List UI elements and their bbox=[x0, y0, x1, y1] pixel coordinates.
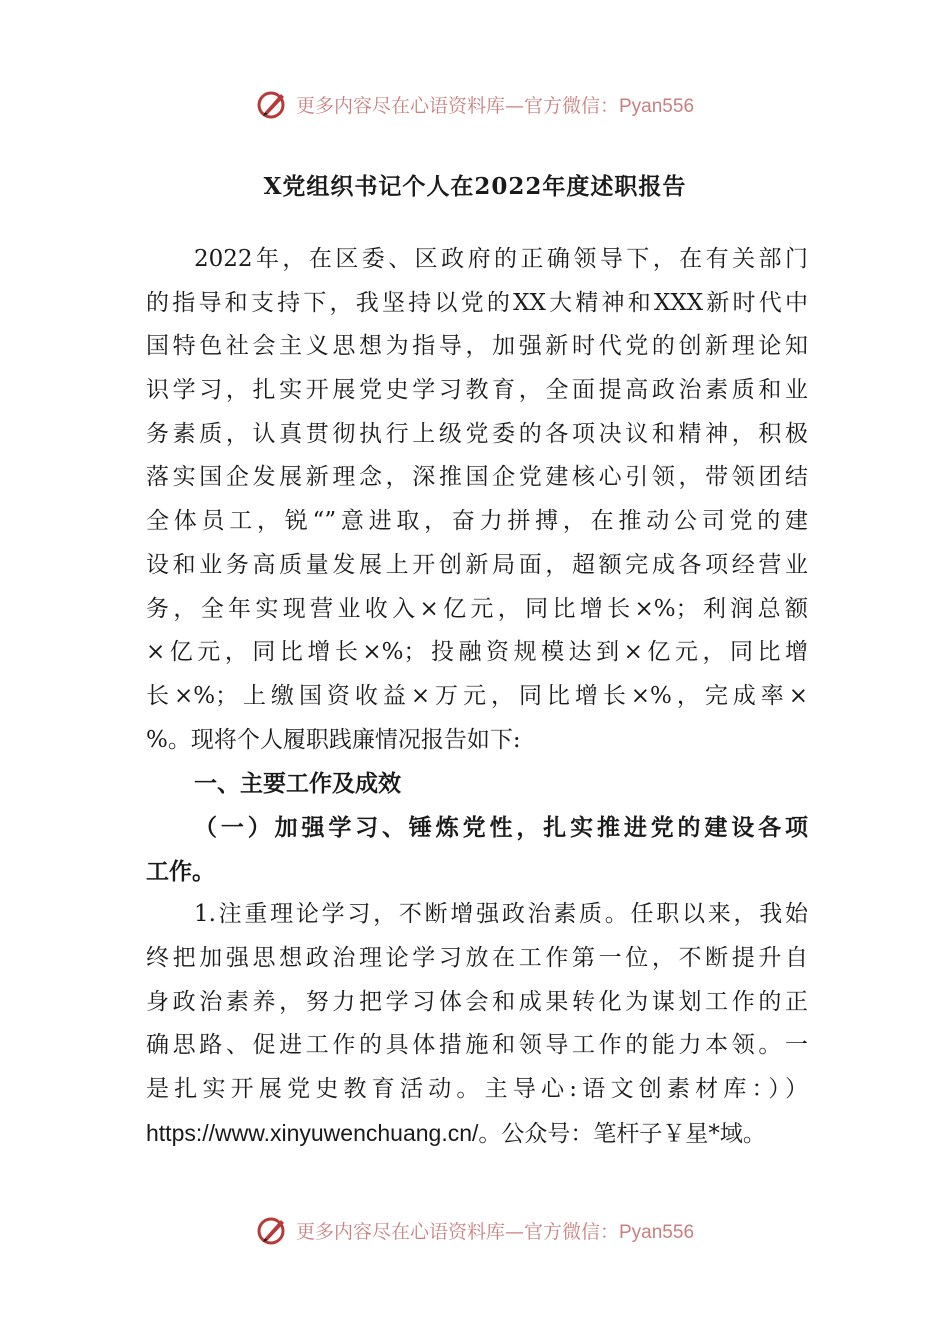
url-line bbox=[146, 1112, 808, 1156]
pen-circle-logo-icon bbox=[256, 88, 288, 120]
paragraph1-line: 的指导和支持下，我坚持以党的XX大精神和XXX新时代中 bbox=[146, 289, 808, 316]
paragraph1-line: %。现将个人履职践廉情况报告如下: bbox=[146, 726, 521, 753]
pen-circle-logo-icon bbox=[256, 1214, 288, 1246]
paragraph1-line: 2022年，在区委、区政府的正确领导下，在有关部门 bbox=[194, 246, 808, 272]
subsection-heading: 工作。 bbox=[146, 857, 215, 885]
subsection-heading: （一）加强学习、锤炼党性，扎实推进党的建设各项 bbox=[194, 813, 808, 841]
watermark-text: 更多内容尽在心语资料库—官方微信：Pyan556 bbox=[295, 1220, 695, 1243]
paragraph1-line: 长×%；上缴国资收益×万元，同比增长×%，完成率× bbox=[146, 682, 808, 709]
url-text: https://www.xinyuwenchuang.cn/ bbox=[146, 1119, 479, 1146]
paragraph1-line: 识学习，扎实开展党史学习教育，全面提高政治素质和业 bbox=[146, 377, 808, 404]
paragraph1-line: 务素质，认真贯彻执行上级党委的各项决议和精神，积极 bbox=[146, 420, 808, 447]
paragraph1-line: 全体员工，锐“”意进取，奋力拼搏，在推动公司党的建 bbox=[146, 508, 808, 535]
paragraph2-line: 身政治素养，努力把学习体会和成果转化为谋划工作的正 bbox=[146, 988, 808, 1015]
paragraph1-line: 务，全年实现营业收入×亿元，同比增长×%；利润总额 bbox=[146, 595, 808, 622]
paragraph2-line: 终把加强思想政治理论学习放在工作第一位，不断提升自 bbox=[146, 945, 808, 971]
watermark-text: 更多内容尽在心语资料库—官方微信：Pyan556 bbox=[295, 94, 695, 117]
watermark-banner-bottom bbox=[0, 1212, 950, 1248]
watermark-banner-top bbox=[0, 86, 950, 122]
paragraph1-line: 国特色社会主义思想为指导，加强新时代党的创新理论知 bbox=[146, 333, 808, 360]
paragraph1-line: 落实国企发展新理念，深推国企党建核心引领，带领团结 bbox=[146, 464, 808, 491]
paragraph1-line: ×亿元，同比增长×%；投融资规模达到×亿元，同比增 bbox=[146, 639, 808, 666]
paragraph1-line: 设和业务高质量发展上开创新局面，超额完成各项经营业 bbox=[146, 551, 808, 578]
url-suffix: 。公众号：笔杆子￥星*域。 bbox=[478, 1120, 766, 1147]
document-body bbox=[146, 238, 808, 1155]
paragraph2-line: 1.注重理论学习，不断增强政治素质。任职以来，我始 bbox=[194, 901, 808, 928]
paragraph2-line: 是扎实开展党史教育活动。主导心:语文创素材库：）） bbox=[146, 1076, 808, 1103]
paragraph2-line: 确思路、促进工作的具体措施和领导工作的能力本领。一 bbox=[146, 1032, 808, 1059]
section-heading: 一、主要工作及成效 bbox=[194, 770, 401, 798]
document-title: X党组织书记个人在2022年度述职报告 bbox=[263, 173, 687, 200]
